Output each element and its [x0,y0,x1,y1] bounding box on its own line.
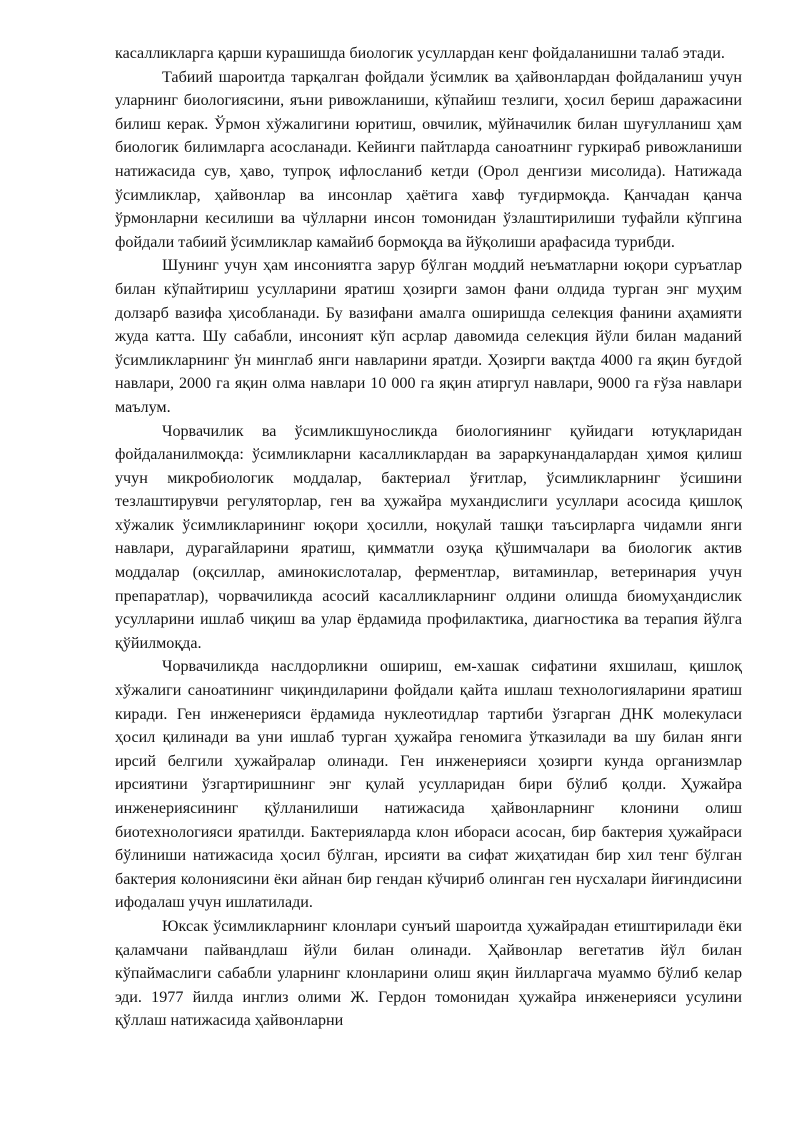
document-page [115,42,742,1033]
paragraph-biology-achievements: Чорвачилик ва ўсимликшуносликда биологиянинг қуйидаги ютуқларидан фойдаланилмоқда: ўсимликларни касалликлардан ва зараркунандалардан ҳимоя қилиш учун микробиологик моддалар, бактериал ўғитлар, ўсимликларнинг ўсишини тезлаштирувчи регуляторлар, ген ва ҳужайра мухандислиги усуллари асосида қишлоқ хўжалик ўсимликларининг юқори ҳосилли, ноқулай ташқи таъсирларга чидамли янги навлари, дурагайларини яратиш, қимматли озуқа қўшимчалари ва биологик актив моддалар (оқсиллар, аминокислоталар, ферментлар, витаминлар, ветеринария учун препаратлар), чорвачиликда асосий касалликларнинг олдини олишда биомуҳандислик усулларини ишлаб чиқиш ва улар ёрдамида профилактика, диагностика ва терапия йўлга қўйилмоқда. [115,422,742,652]
paragraph-natural-resources: Табиий шароитда тарқалган фойдали ўсимлик ва ҳайвонлардан фойдаланиш учун уларнинг биологиясини, яъни ривожланиши, кўпайиш тезлиги, ҳосил бериш даражасини билиш керак. Ўрмон хўжалигини юритиш, овчилик, мўйначилик билан шуғулланиш ҳам биологик билимларга асосланади. Кейинги пайтларда саноатнинг гуркираб ривожланиши натижасида сув, ҳаво, тупроқ ифлосланиб кетди (Орол денгизи мисолида). Натижада ўсимликлар, ҳайвонлар ва инсонлар ҳаётига хавф туғдирмоқда. Қанчадан қанча ўрмонларни кесилиши ва чўлларни инсон томонидан ўзлаштирилиши туфайли кўпгина фойдали табиий ўсимликлар камайиб бормоқда ва йўқолиши арафасида турибди. [115,68,742,251]
paragraph-selection: Шунинг учун ҳам инсониятга зарур бўлган моддий неъматларни юқори суръатлар билан кўпайтириш усулларини яратиш ҳозирги замон фани олдида турган энг муҳим долзарб вазифа ҳисобланади. Бу вазифани амалга оширишда селекция фанини аҳамияти жуда катта. Шу сабабли, инсоният кўп асрлар давомида селекция йўли билан маданий ўсимликларнинг ўн минглаб янги навларини яратди. Ҳозирги вақтда 4000 га яқин буғдой навлари, 2000 га яқин олма навлари 10 000 га яқин атиргул навлари, 9000 га ғўза навлари маълум. [115,257,742,416]
paragraph-continuation: касалликларга қарши курашишда биологик усуллардан кенг фойдаланишни талаб этади. [115,45,725,62]
paragraph-clones: Юксак ўсимликларнинг клонлари сунъий шароитда ҳужайрадан етиштирилади ёки қаламчани пайвандлаш йўли билан олинади. Ҳайвонлар вегетатив йўл билан кўпаймаслиги сабабли уларнинг клонларини олиш яқин йилларгача муаммо бўлиб келар эди. 1977 йилда инглиз олими Ж. Гердон томонидан ҳужайра инженерияси усулини қўллаш натижасида ҳайвонларни [115,917,742,1030]
paragraph-genetic-engineering: Чорвачиликда наслдорликни ошириш, ем-хашак сифатини яхшилаш, қишлоқ хўжалиги саноатининг чиқиндиларини фойдали қайта ишлаш технологияларини яратиш киради. Ген инженерияси ёрдамида нуклеотидлар тартиби ўзгарган ДНК молекуласи ҳосил қилинади ва уни ишлаб турган ҳужайра геномига ўтказилади ва шу билан янги ирсий белгили ҳужайралар олинади. Ген инженерияси ҳозирги кунда организмлар ирсиятини ўзгартиришнинг энг қулай усулларидан бири бўлиб қолди. Ҳужайра инженериясининг қўлланилиши натижасида ҳайвонларнинг клонини олиш биотехнологияси яратилди. Бактерияларда клон ибораси асосан, бир бактерия ҳужайраси бўлиниши натижасида ҳосил бўлган, ирсияти ва сифат жиҳатидан бир хил тенг бўлган бактерия колониясини ёки айнан бир гендан кўчириб олинган ген нусхалари йиғиндисини ифодалаш учун ишлатилади. [115,658,742,912]
